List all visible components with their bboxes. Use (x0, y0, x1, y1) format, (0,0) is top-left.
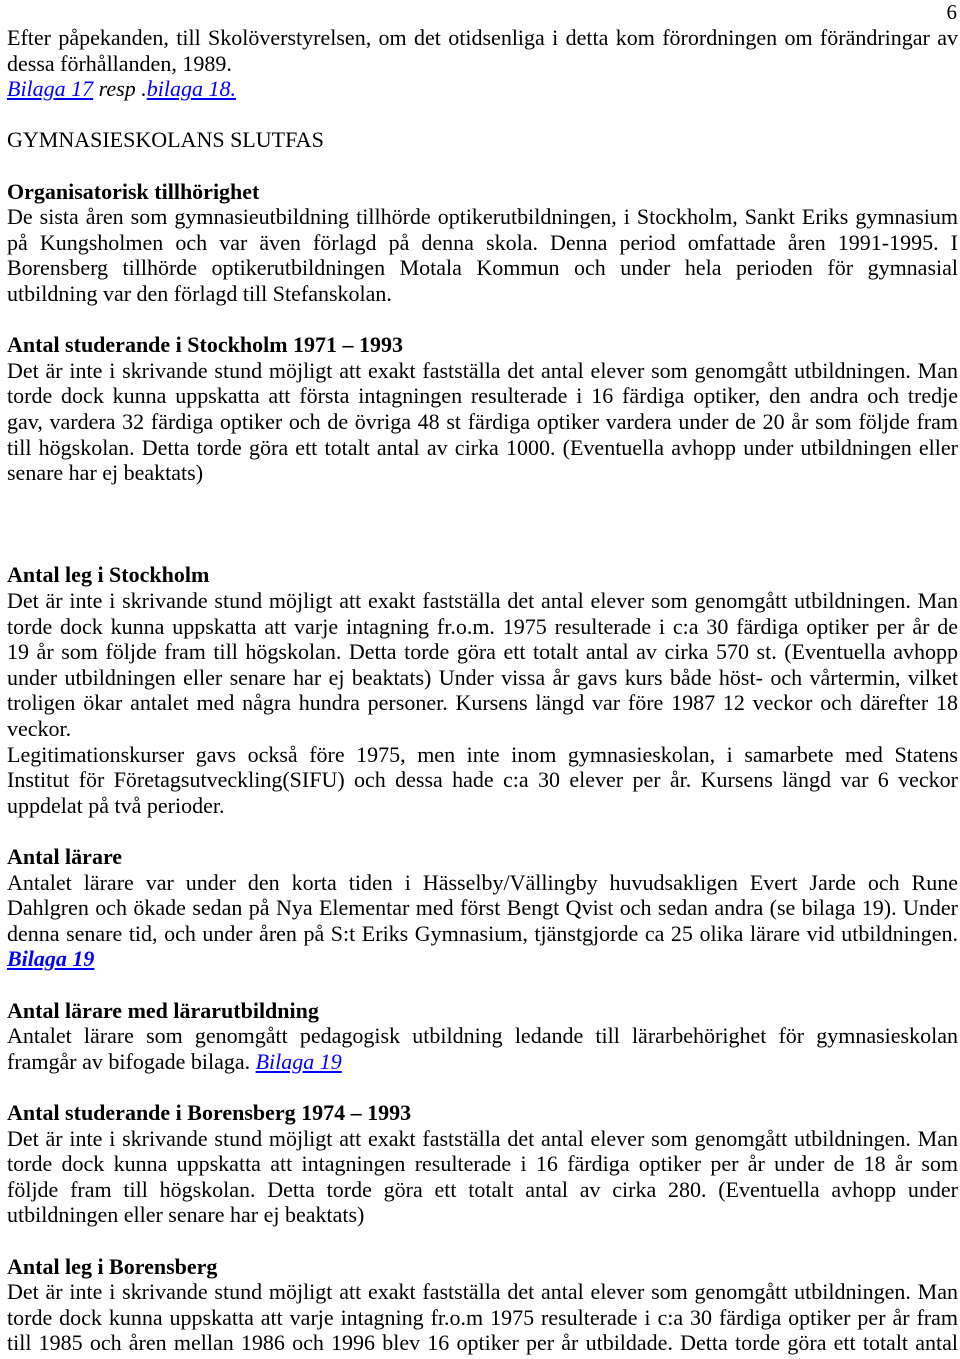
link-bilaga-18[interactable]: bilaga 18. (146, 76, 236, 102)
section-heading-leg-stockholm: Antal leg i Stockholm (7, 562, 210, 588)
paragraph-line: senare har ej beaktats) (7, 460, 204, 486)
section-heading-organisation: Organisatorisk tillhörighet (7, 178, 260, 204)
paragraph-line: 19 år som följde fram till högskolan. Detta torde göra ett totalt antal av cirka 570 st. (Eventuella avhopp (7, 639, 958, 665)
paragraph-line: följde fram till högskolan. Detta torde göra ett totalt antal av cirka 280. (Eventuella avhopp under (7, 1176, 958, 1202)
paragraph-line: uppdelat på två perioder. (7, 792, 225, 818)
paragraph-line: Institut för Företagsutveckling(SIFU) och dessa hade c:a 30 elever per år. Kursens längd var 6 veckor (7, 767, 958, 793)
paragraph-line: på Kungsholmen och var även förlagd på denna skola. Denna period omfattade åren 1991-1995. I (7, 229, 958, 255)
paragraph-line: denna senare tid, och under åren på S:t Eriks Gymnasium, tjänstgjorde ca 25 olika lärare vid utbildningen. (7, 920, 958, 946)
paragraph-line: veckor. (7, 716, 72, 742)
line-spacer (7, 1074, 958, 1100)
paragraph-line: Det är inte i skrivande stund möjligt att exakt fastställa det antal elever som genomgått utbildningen. Man (7, 357, 958, 383)
line-spacer (7, 486, 958, 512)
line-spacer (7, 972, 958, 998)
paragraph-line: Dahlgren och ökade sedan på Nya Elementar med först Bengt Qvist och sedan andra (se bilaga 19). Under (7, 895, 958, 921)
link-bilaga-17[interactable]: Bilaga 17 (7, 76, 94, 102)
paragraph-line: torde dock kunna uppskatta att varje intagning fr.o.m. 1975 resulterade i c:a 30 färdiga optiker per år de (7, 613, 958, 639)
paragraph-line: torde dock kunna uppskatta att varje intagning fr.o.m 1975 resulterade i c:a 30 färdiga optiker per år fram (7, 1304, 958, 1330)
paragraph-line: troligen ökar antalet med några hundra personer. Kursens längd var före 1987 12 veckor och därefter 18 (7, 690, 958, 716)
section-heading-teachers: Antal lärare (7, 844, 123, 869)
paragraph-line: De sista åren som gymnasieutbildning tillhörde optikerutbildningen, i Stockholm, Sankt Eriks gymnasium (7, 204, 958, 230)
document-page (7, 25, 958, 1356)
link-bilaga-19[interactable]: Bilaga 19 (255, 1048, 342, 1074)
line-spacer (7, 102, 958, 128)
chapter-title: GYMNASIESKOLANS SLUTFAS (7, 127, 324, 153)
paragraph-line: Det är inte i skrivande stund möjligt att exakt fastställa det antal elever som genomgått utbildningen. Man (7, 1279, 958, 1305)
page-number: 6 (946, 0, 957, 24)
paragraph-line: till högskolan. Detta torde göra ett totalt antal av cirka 1000. (Eventuella avhopp under utbildningen eller (7, 434, 958, 460)
paragraph-line: under utbildningen eller senare har ej beaktats) Under vissa år gavs kurs både höst- och vårtermin, vilket (7, 664, 958, 690)
intro-line: dessa förhållanden, 1989. (7, 50, 232, 76)
paragraph-line: torde dock kunna uppskatta att första intagningen resulterade i 16 färdiga optiker, den andra och tredje (7, 383, 958, 409)
paragraph-line: gav, vardera 32 färdiga optiker och de övriga 48 st färdiga optiker vardera under de 20 år som följde fram (7, 408, 958, 434)
link-line (7, 946, 958, 972)
line-spacer (7, 153, 958, 179)
line-spacer (7, 307, 958, 333)
line-spacer (7, 818, 958, 844)
intro-line: Efter påpekanden, till Skolöverstyrelsen, om det otidsenliga i detta kom förordningen om förändringar av (7, 25, 958, 50)
paragraph-line: till 1985 och åren mellan 1986 och 1996 blev 16 optiker per år utbildade. Detta torde göra ett totalt antal (7, 1330, 958, 1356)
paragraph-line: Det är inte i skrivande stund möjligt att exakt fastställa det antal elever som genomgått utbildningen. Man (7, 588, 958, 614)
section-heading-teacher-training: Antal lärare med lärarutbildning (7, 997, 319, 1023)
line-spacer (7, 511, 958, 537)
paragraph-text: framgår av bifogade bilaga. (7, 1048, 251, 1074)
paragraph-line: Antalet lärare som genomgått pedagogisk utbildning ledande till lärarbehörighet för gymnasieskolan (7, 1023, 958, 1049)
paragraph-line-with-link (7, 1049, 958, 1075)
paragraph-line: Antalet lärare var under den korta tiden i Hässelby/Vällingby huvudsakligen Evert Jarde och Rune (7, 869, 958, 895)
paragraph-line: utbildningen eller senare har ej beaktats) (7, 1202, 365, 1228)
section-heading-students-stockholm: Antal studerande i Stockholm 1971 – 1993 (7, 332, 404, 358)
line-spacer (7, 537, 958, 563)
link-separator: resp . (98, 76, 147, 102)
intro-links-line (7, 76, 958, 102)
link-bilaga-19[interactable]: Bilaga 19 (7, 946, 95, 972)
paragraph-line: utbildning var den förlagd till Stefanskolan. (7, 280, 392, 306)
paragraph-line: Det är inte i skrivande stund möjligt att exakt fastställa det antal elever som genomgått utbildningen. Man (7, 1125, 958, 1151)
paragraph-line: torde dock kunna uppskatta att intagningen resulterade i 16 färdiga optiker per år under de 18 år som (7, 1151, 958, 1177)
line-spacer (7, 1228, 958, 1254)
section-heading-students-borensberg: Antal studerande i Borensberg 1974 – 1993 (7, 1099, 412, 1125)
paragraph-line: Borensberg tillhörde optikerutbildningen Motala Kommun och under hela perioden för gymnasial (7, 255, 958, 281)
section-heading-leg-borensberg: Antal leg i Borensberg (7, 1253, 218, 1279)
paragraph-line: Legitimationskurser gavs också före 1975, men inte inom gymnasieskolan, i samarbete med Statens (7, 741, 958, 767)
